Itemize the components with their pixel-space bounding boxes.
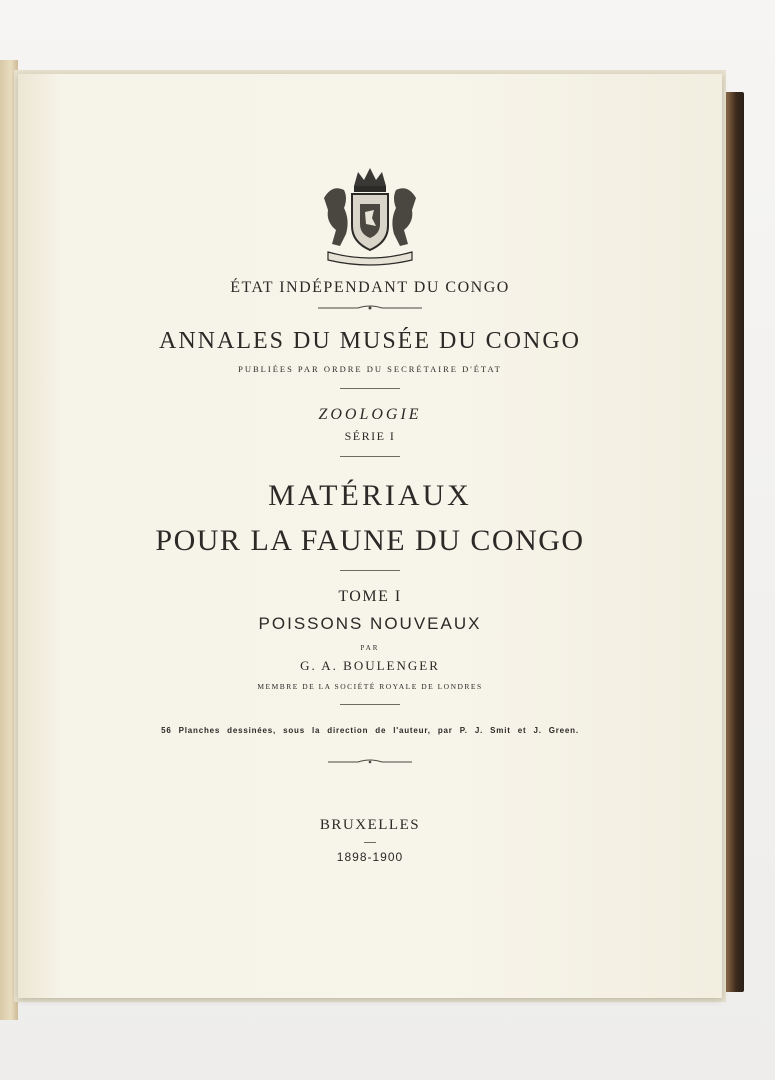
main-title-line2: POUR LA FAUNE DU CONGO [155,524,585,557]
short-rule [364,842,376,843]
divider-rule [340,388,400,389]
title-page [18,74,722,998]
place-of-publication: BRUXELLES [319,817,421,833]
volume-subject: POISSONS NOUVEAUX [258,614,482,633]
divider-rule [340,704,400,705]
volume-label: TOME I [338,588,402,605]
series-label: SÉRIE I [344,429,396,443]
plates-note: 56 Planches dessinées, sous la direction de l'auteur, par P. J. Smit et J. Green. [161,726,579,735]
publisher-note: PUBLIÉES PAR ORDRE DU SECRÉTAIRE D'ÉTAT [238,364,502,374]
author-affiliation: MEMBRE DE LA SOCIÉTÉ ROYALE DE LONDRES [257,682,483,691]
ornament-divider-icon [318,305,422,311]
state-line: ÉTAT INDÉPENDANT DU CONGO [230,279,510,296]
publication-years: 1898-1900 [336,850,404,864]
author-name: G. A. BOULENGER [300,658,440,673]
section-heading: ZOOLOGIE [318,406,422,423]
ornament-divider-icon [328,759,412,765]
series-title: ANNALES DU MUSÉE DU CONGO [159,328,581,354]
divider-rule [340,570,400,571]
coat-of-arms-icon [314,164,426,268]
divider-rule [340,456,400,457]
by-label: PAR [360,644,380,652]
main-title-line1: MATÉRIAUX [268,479,472,512]
